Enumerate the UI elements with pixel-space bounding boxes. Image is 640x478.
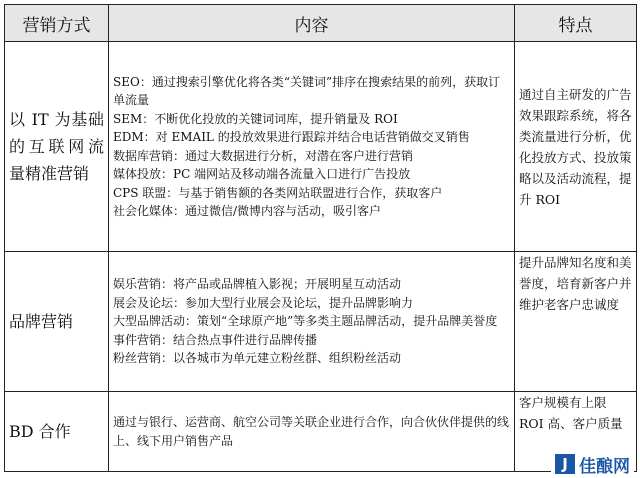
table-row <box>5 392 637 472</box>
header-feature: 特点 <box>515 5 637 42</box>
content-line: 大型品牌活动：策划“全球原产地”等多类主题品牌活动，提升品牌美誉度 <box>113 314 498 329</box>
content-line: 通过与银行、运营商、航空公司等关联企业进行合作，向合伙伙伴提供的线上、线下用户销售产品 <box>113 415 510 448</box>
watermark-text: 佳酿网 <box>579 456 630 477</box>
content-line: SEM：不断优化投放的关键词词库，提升销量及 ROI <box>113 111 398 126</box>
content-line: EDM：对 EMAIL 的投放效果进行跟踪并结合电话营销做交叉销售 <box>113 130 470 144</box>
table-row <box>5 252 637 392</box>
method-cell: 品牌营销 <box>5 252 109 392</box>
content-cell <box>109 392 515 472</box>
table-row <box>5 42 637 252</box>
header-row <box>5 5 637 42</box>
content-line: 娱乐营销：将产品或品牌植入影视；开展明星互动活动 <box>113 277 402 292</box>
content-line: 媒体投放：PC 端网站及移动端各流量入口进行广告投放 <box>113 167 411 181</box>
method-cell: BD 合作 <box>5 392 109 472</box>
content-line: 展会及论坛：参加大型行业展会及论坛，提升品牌影响力 <box>113 295 414 310</box>
content-line: 粉丝营销：以各城市为单元建立粉丝群、组织粉丝活动 <box>113 351 402 366</box>
content-line: 数据库营销：通过大数据进行分析，对潜在客户进行营销 <box>113 148 414 163</box>
content-line: 事件营销：结合热点事件进行品牌传播 <box>113 332 318 347</box>
feature-cell: 客户规模有上限 ROI 高、客户质量 <box>515 392 637 472</box>
header-content: 内容 <box>109 5 515 42</box>
content-line: 社会化媒体：通过微信/微博内容与活动，吸引客户 <box>113 204 382 218</box>
watermark-logo-icon: J <box>555 454 575 474</box>
content-line: CPS 联盟：与基于销售额的各类网站联盟进行合作，获取客户 <box>113 185 443 200</box>
content-cell <box>109 252 515 392</box>
marketing-table <box>4 4 637 472</box>
watermark <box>551 452 634 476</box>
feature-cell: 通过自主研发的广告效果跟踪系统，将各类流量进行分析，优化投放方式、投放策略以及活动流程，提升 ROI <box>515 42 637 252</box>
method-cell: 以 IT 为基础的互联网流量精准营销 <box>5 42 109 252</box>
feature-cell: 提升品牌知名度和美誉度，培育新客户并维护老客户忠诚度 <box>515 252 637 392</box>
content-cell <box>109 42 515 252</box>
header-method: 营销方式 <box>5 5 109 42</box>
content-line: SEO：通过搜索引擎优化将各类“关键词”排序在搜索结果的前列，获取订单流量 <box>113 74 501 107</box>
